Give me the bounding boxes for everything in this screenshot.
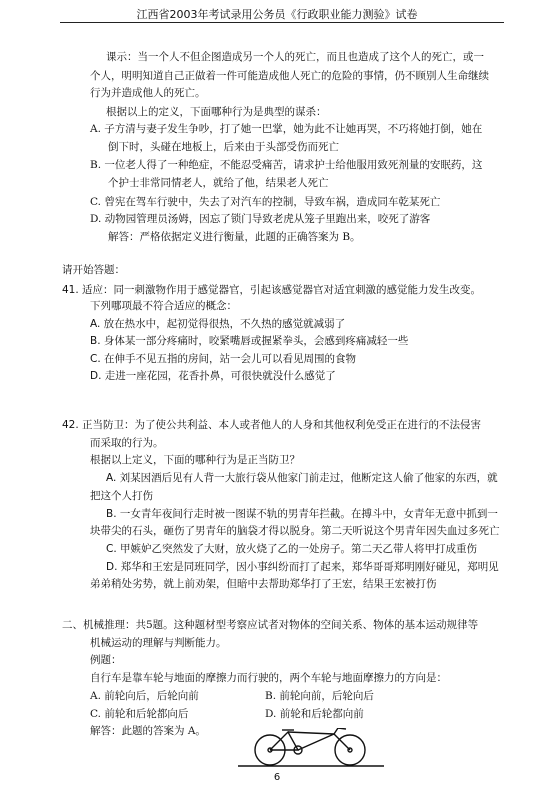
q41-option-d: D. 走进一座花园，花香扑鼻，可很快就没什么感觉了 [90,370,336,382]
q41-option-a: A. 放在热水中，起初觉得很热，不久热的感觉就减弱了 [90,318,346,330]
example-line: 课示：当一个人不但企图造成另一个人的死亡，而且也造成了这个人的死亡，或一 [106,51,484,63]
q41-stem: 41. 适应：同一刺激物作用于感觉器官，引起该感觉器官对适宜刺激的感觉能力发生改变。 [62,284,482,296]
frame-rear [270,732,298,750]
q42-stem: 42. 正当防卫：为了使公共利益、本人或者他人的人身和其他权利免受正在进行的不法侵害 [62,419,482,431]
example-option-a: A. 子方清与妻子发生争吵，打了她一巴掌，她为此不让她再哭，不巧将她打倒，她在 [90,123,483,135]
q42-option-b-cont: 块带尖的石头，砸伤了男青年的脑袋才得以脱身。第二天听说这个男青年因失血过多死亡 [90,525,500,537]
section2-option-d: D. 前轮和后轮都向前 [265,708,364,720]
example-option-b: B. 一位老人得了一种绝症，不能忍受痛苦，请求护士给他服用致死剂量的安眠药，这 [90,159,483,171]
section2-option-b: B. 前轮向前，后轮向后 [265,690,374,702]
header-rule [60,22,504,23]
section2-option-c: C. 前轮和后轮都向后 [90,708,189,720]
section2-title-cont: 机械运动的理解与判断能力。 [90,637,227,649]
example-line: 个人，明明知道自己正做着一件可能造成他人死亡的危险的事情，仍不顾别人生命继续 [90,70,489,82]
q41-option-c: C. 在伸手不见五指的房间，站一会儿可以看见周围的食物 [90,353,357,365]
q41-stem-cont: 下列哪项最不符合适应的概念： [90,300,237,312]
q42-stem-question: 根据以上定义，下面的哪种行为是正当防卫？ [90,454,300,466]
q42-option-a-cont: 把这个人打伤 [90,490,153,502]
section2-question: 自行车是靠车轮与地面的摩擦力而行驶的，两个车轮与地面摩擦力的方向是： [90,672,447,684]
example-option-a-cont: 倒下时，头碰在地板上，后来由于头部受伤而死亡 [108,141,339,153]
example-line: 根据以上的定义，下面哪种行为是典型的谋杀： [106,106,327,118]
example-answer: 解答：严格依据定义进行衡量，此题的正确答案为 B。 [108,231,361,243]
q42-option-b: B. 一女青年夜间行走时被一图谋不轨的男青年拦截。在搏斗中，女青年无意中抓到一 [106,508,498,520]
q42-option-a: A. 刘某因酒后见有人背一大旅行袋从他家门前走过，他断定这人偷了他家的东西，就 [106,472,498,484]
handlebar [334,728,346,734]
q42-option-d: D. 郑华和王宏是同班同学，因小事纠纷而打了起来，郑华哥哥郑明刚好碰见，郑明见 [106,561,499,573]
q42-stem-cont: 而采取的行为。 [90,437,164,449]
section2-answer: 解答：此题的答案为 A。 [90,725,206,737]
example-option-d: D. 动物园管理员汤姆，因忘了锁门导致老虎从笼子里跑出来，咬死了游客 [90,213,431,225]
q42-option-c: C. 甲嫉妒乙突然发了大财，放火烧了乙的一处房子。第二天乙带人将甲打成重伤 [106,543,478,555]
start-label: 请开始答题： [62,264,125,276]
page-number: 6 [273,772,281,783]
section2-option-a: A. 前轮向后，后轮向前 [90,690,199,702]
page-header: 江西省2003年考试录用公务员《行政职业能力测验》试卷 [136,8,418,21]
q42-option-d-cont: 弟弟稍处劣势，就上前劝架，但暗中去帮助郑华打了王宏，结果王宏被打伤 [90,578,437,590]
section2-title: 二、机械推理：共5题。这种题材型考察应试者对物体的空间关系、物体的基本运动规律等 [62,619,479,631]
fork [334,734,350,750]
example-option-b-cont: 个护士非常同情老人，就给了他，结果老人死亡 [108,177,329,189]
bicycle-figure [236,728,386,768]
example-option-c: C. 曾宪在驾车行驶中，失去了对汽车的控制，导致车祸，造成同车乾某死亡 [90,196,441,208]
q41-option-b: B. 身体某一部分疼痛时，咬紧嘴唇或握紧拳头，会感到疼痛减轻一些 [90,335,409,347]
section2-example-label: 例题： [90,654,122,666]
example-line: 行为并造成他人的死亡。 [90,87,206,99]
